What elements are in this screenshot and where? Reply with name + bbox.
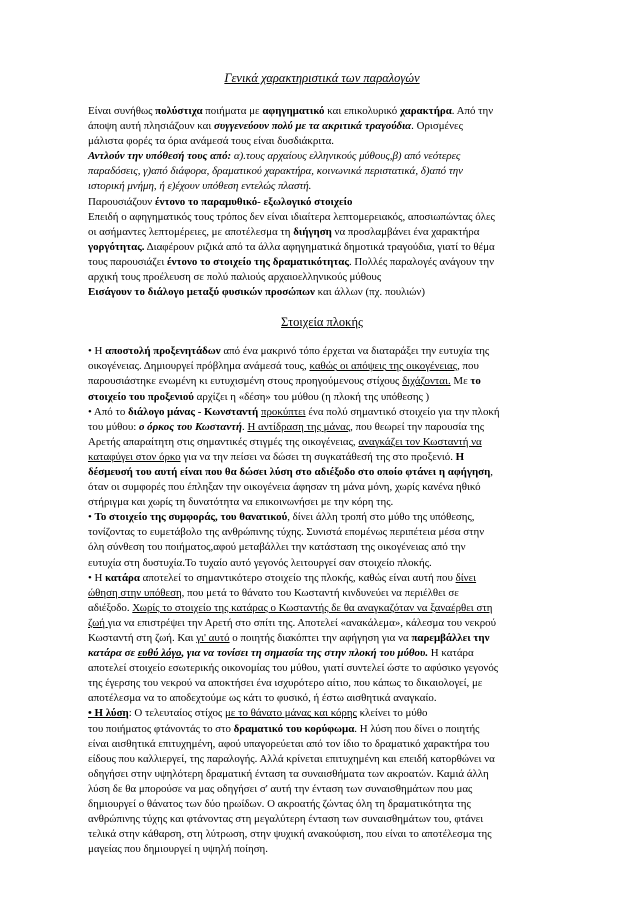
text-run: του ποιήματος φτάνοντάς το στο: [88, 722, 234, 735]
text-run: ώθηση στην υπόθεση: [88, 586, 182, 599]
text-line: [88, 179, 556, 194]
text-run: αναγκάζει τον Κωσταντή να: [358, 435, 482, 448]
text-run: οικογένειας. Δημιουργεί πρόβλημα ανάμεσά τους,: [88, 360, 310, 373]
text-run: παραδόσεις, γ)από διάφορα, δραματικού χαρακτήρα, κοινωνικά περιστατικά, δ)από την: [88, 165, 463, 178]
text-line: [88, 525, 556, 540]
text-line: [88, 195, 556, 210]
text-run: ανθρώπινης τύχης και φτάνοντας στη μεγαλύτερη ένταση των συναισθημάτων του, φτάνει: [88, 813, 484, 826]
text-line: [88, 782, 556, 797]
text-line: [88, 134, 556, 149]
text-line: [88, 435, 556, 450]
text-run: Η αντίδραση της μάνας: [247, 420, 351, 433]
text-run: συγγενεύουν πολύ με τα ακριτικά τραγούδια: [214, 120, 412, 133]
text-run: Με: [450, 375, 471, 388]
text-run: καθώς οι απόψεις της οικογένειας: [309, 360, 458, 373]
text-run: , που: [457, 360, 479, 373]
text-run: Είναι συνήθως: [88, 105, 156, 117]
text-run: οδηγήσει στην υψηλότερη δραματική ένταση τα συναισθήματα των ακροατών. Καμιά άλλη: [88, 767, 489, 780]
text-line: [88, 767, 556, 782]
text-run: • Η: [88, 571, 106, 584]
text-line: [88, 752, 556, 767]
text-run: Επειδή ο αφηγηματικός τους τρόπος δεν είναι ιδιαίτερα λεπτομερειακός, αποσιωπώντας όλες: [88, 210, 495, 223]
text-run: αποστολή προξενητάδων: [105, 345, 221, 358]
text-run: διήγηση: [293, 225, 332, 238]
text-run: Χωρίς το στοιχείο της κατάρας ο Κωσταντής δε θα αναγκαζόταν να ξαναέρθει στη: [132, 601, 493, 614]
text-line: [88, 210, 556, 225]
text-run: γοργότητας.: [88, 240, 145, 253]
text-run: : Ο τελευταίος στίχος: [128, 707, 225, 720]
text-run: γι' αυτό: [196, 632, 230, 644]
text-run: ο όρκος του Κωσταντή: [138, 420, 242, 433]
text-run: ποιήματα με: [202, 105, 263, 117]
text-run: , που μετά το θάνατο του Κωσταντή κινδυνεύει να περιέλθει σε: [181, 586, 459, 599]
text-run: στήριγμα και χωρίς τη δυνατότητα να επικοινωνήσει με την κόρη της.: [88, 496, 394, 509]
text-run: όλη σύνθεση του ποιήματος,αφού μεταβάλλει την κατάσταση της οικογένειας από την: [88, 541, 466, 554]
text-line: [88, 676, 556, 691]
text-run: κλείνει το μύθο: [356, 707, 428, 720]
text-line: [88, 797, 556, 812]
text-run: του μύθου:: [88, 420, 139, 433]
text-run: •: [88, 511, 95, 524]
text-run: ευτυχία στη δυστυχία.Το τυχαίο αυτό γεγονός λειτουργεί σαν στοιχείο πλοκής.: [88, 556, 432, 569]
text-run: από ένα μακρινό τόπο έρχεται να διαταράξει την ευτυχία της: [220, 345, 490, 358]
text-line: [88, 270, 556, 285]
text-run: είναι αισθητικά επιτυχημένη, αφού υπαγορεύεται από τον ίδιο το δραματικό χαρακτήρα του: [88, 737, 490, 750]
text-line: [88, 344, 556, 359]
text-run: τους παρουσιάζει: [88, 255, 167, 268]
text-line: [88, 586, 556, 601]
text-run: αποτελεί το σημαντικότερο στοιχείο της πλοκής, καθώς είναι αυτή που: [139, 571, 456, 584]
text-line: [88, 119, 556, 134]
text-run: .: [242, 420, 248, 433]
text-run: , δίνει άλλη τροπή στο μύθο της υπόθεσης,: [287, 511, 475, 524]
text-run: λύση δε θα μπορούσε να μας οδηγήσει σ' αυτή την ένταση των συναισθημάτων που μας: [88, 782, 473, 795]
text-run: τονίζοντας το ευμετάβολο της ανθρώπινης τύχης. Συνιστά επομένως περιπέτεια μέσα στην: [88, 526, 485, 539]
text-run: Αρετής απαραίτητη στις σημαντικές στιγμές της οικογένειας,: [88, 435, 359, 448]
text-line: [88, 812, 556, 827]
text-run: • Η: [88, 345, 106, 358]
text-run: . Από την: [451, 105, 494, 117]
text-run: δέσμευσή του αυτή είναι που θα δώσει λύση στο αδιέξοδο στο οποίο φτάνει η αφήγηση: [88, 465, 491, 478]
text-run: κατάρα σε: [88, 647, 138, 660]
text-line: [88, 722, 556, 737]
text-line: [88, 691, 556, 706]
section-heading: Στοιχεία πλοκής: [281, 315, 363, 330]
text-line: [88, 706, 556, 721]
text-line: [88, 571, 556, 586]
text-run: Εισάγουν το διάλογο μεταξύ φυσικών προσώπων: [88, 286, 315, 299]
text-run: είδους που καλλιεργεί, της παραλογής. Αλλά κρίνεται επιτυχημένη και επειδή κατορθώνει να: [88, 752, 495, 765]
text-line: [88, 827, 556, 842]
text-run: κατάρα: [105, 571, 140, 584]
text-line: [88, 164, 556, 179]
text-run: ευθύ λόγο: [137, 647, 182, 660]
text-run: να προσλαμβάνει ένα χαρακτήρα: [331, 225, 480, 238]
text-line: [88, 631, 556, 646]
text-run: χαρακτήρα: [399, 105, 452, 117]
text-run: στοιχείο του προξενιού: [88, 390, 194, 403]
text-line: [88, 480, 556, 495]
text-line: [88, 390, 556, 405]
text-run: ένα πολύ σημαντικό στοιχείο για την πλοκή: [305, 405, 500, 418]
text-run: ιστορική μνήμη, ή ε)έχουν υπόθεση εντελώς πλαστή.: [88, 180, 312, 193]
text-run: μάλιστα φορές τα όρια ανάμεσά τους είναι δυσδιάκριτα.: [88, 135, 335, 148]
text-run: ζωή: [88, 616, 108, 629]
text-line: [88, 556, 556, 571]
text-run: καταφύγει στον όρκο: [88, 450, 181, 463]
text-line: [88, 149, 556, 164]
text-run: . Πολλές παραλογές ανάγουν την: [348, 255, 495, 268]
text-run: Αντλούν την υπόθεσή τους από:: [88, 150, 232, 163]
text-run: για να επιστρέψει την Αρετή στο σπίτι της. Αποτελεί «ανακάλεμα», κάλεσμα του νεκρού: [107, 616, 496, 629]
text-run: πολύστιχα: [155, 105, 203, 117]
text-run: δημιουργεί ο θάνατος των δύο ηρωίδων. Ο ακροατής ζώντας όλη τη δραματικότητα της: [88, 798, 471, 811]
text-run: αποτελεί στοιχείο εσωτερικής οικονομίας του μύθου, γιατί συντελεί ώστε το αφύσικο γεγονός: [88, 662, 499, 675]
text-line: [88, 646, 556, 661]
text-run: αποτέλεσμα να το αποδεχτούμε ως κάτι το φυσικό, ή έστω αισθητικά αναγκαίο.: [88, 692, 437, 705]
text-run: δίνει: [455, 571, 477, 584]
text-run: για να την πείσει να δώσει τη συγκατάθεσή της στο προξενιό.: [180, 450, 456, 463]
text-run: Κωσταντή στη ζωή. Και: [88, 632, 197, 644]
text-run: οι ασήμαντες λεπτομέρειες, με αποτέλεσμα τη: [88, 225, 294, 238]
general-characteristics-text: [88, 104, 556, 300]
text-run: ,: [490, 465, 493, 478]
text-line: [88, 374, 556, 389]
text-run: • Από το: [88, 405, 129, 418]
text-line: [88, 510, 556, 525]
text-run: , που θεωρεί την παρουσία της: [350, 420, 485, 433]
text-run: δραματικό του κορύφωμα: [233, 722, 355, 735]
text-run: το: [470, 375, 481, 388]
text-run: τελικά στην κάθαρση, στη λύτρωση, στην ψυχική ανακούφιση, που είναι το αποτέλεσμα της: [88, 828, 492, 841]
text-run: αδιέξοδο.: [88, 601, 133, 614]
text-run: έντονο το στοιχείο της δραματικότητας: [166, 255, 349, 268]
text-run: Η κατάρα: [428, 647, 474, 660]
text-run: της έγερσης του νεκρού να αποκτήσει ένα ισχυρότερο αίτιο, που κάπως το δικαιολογεί, με: [88, 677, 483, 690]
text-run: μαγείας που δημιουργεί η υψηλή ποίηση.: [88, 843, 268, 856]
text-run: . Η λύση που δίνει ο ποιητής: [354, 722, 480, 735]
text-run: έντονο το παραμυθικό- εξωλογικό στοιχείο: [154, 195, 353, 208]
text-line: [88, 405, 556, 420]
text-run: και επικολυρικό: [324, 105, 400, 117]
text-run: Διαφέρουν ριζικά από τα άλλα αφηγηματικά δημοτικά τραγούδια, γιατί το θέμα: [144, 240, 495, 253]
page-title: Γενικά χαρακτηριστικά των παραλογών: [224, 71, 420, 85]
text-line: [88, 540, 556, 555]
text-run: . Ορισμένες: [411, 120, 463, 133]
text-line: [88, 842, 556, 857]
text-run: , για να τονίσει τη σημασία της στην πλοκή του μύθου.: [181, 647, 429, 660]
text-run: αφηγηματικό: [262, 105, 325, 117]
text-line: [88, 450, 556, 465]
text-run: όταν οι συμφορές που έπληξαν την οικογένεια άφησαν τη μάνα μόνη, χωρίς κανένα ηθικό: [88, 481, 481, 494]
text-run: ο ποιητής διακόπτει την αφήγηση για να: [229, 632, 412, 644]
text-line: [88, 465, 556, 480]
text-run: παρουσιάστηκε ενωμένη κι ευτυχισμένη στους προηγούμενους στίχους: [88, 375, 403, 388]
text-run: • Η λύση: [88, 707, 129, 720]
text-run: με το θάνατο μάνας και κόρης: [224, 707, 357, 720]
text-line: [88, 285, 556, 300]
text-line: [88, 225, 556, 240]
text-line: [88, 420, 556, 435]
text-run: παρεμβάλλει την: [411, 632, 490, 644]
text-line: [88, 601, 556, 616]
text-line: [88, 255, 556, 270]
text-run: προκύπτει: [260, 405, 306, 418]
text-run: Η: [455, 450, 465, 463]
text-line: [88, 737, 556, 752]
text-line: [88, 359, 556, 374]
text-run: και άλλων (πχ. πουλιών): [314, 286, 425, 299]
text-run: Το στοιχείο της συμφοράς, του θανατικού: [94, 511, 288, 524]
text-run: α).τους αρχαίους ελληνικούς μύθους,β) από νεότερες: [231, 150, 461, 163]
text-line: [88, 616, 556, 631]
plot-elements-text: [88, 344, 556, 857]
text-line: [88, 495, 556, 510]
text-run: διχάζονται.: [402, 375, 451, 388]
text-line: [88, 661, 556, 676]
text-run: αρχική τους προέλευση σε πολύ παλιούς αρχαιοελληνικούς μύθους: [88, 271, 382, 284]
text-line: [88, 104, 556, 119]
text-run: Παρουσιάζουν: [88, 195, 155, 208]
text-run: άποψη αυτή πλησιάζουν και: [88, 120, 215, 133]
text-run: διάλογο μάνας - Κωνσταντή: [128, 405, 259, 418]
document-page: [88, 70, 556, 857]
text-run: αρχίζει η «δέση» του μύθου (η πλοκή της υπόθεσης ): [193, 390, 430, 403]
text-line: [88, 240, 556, 255]
